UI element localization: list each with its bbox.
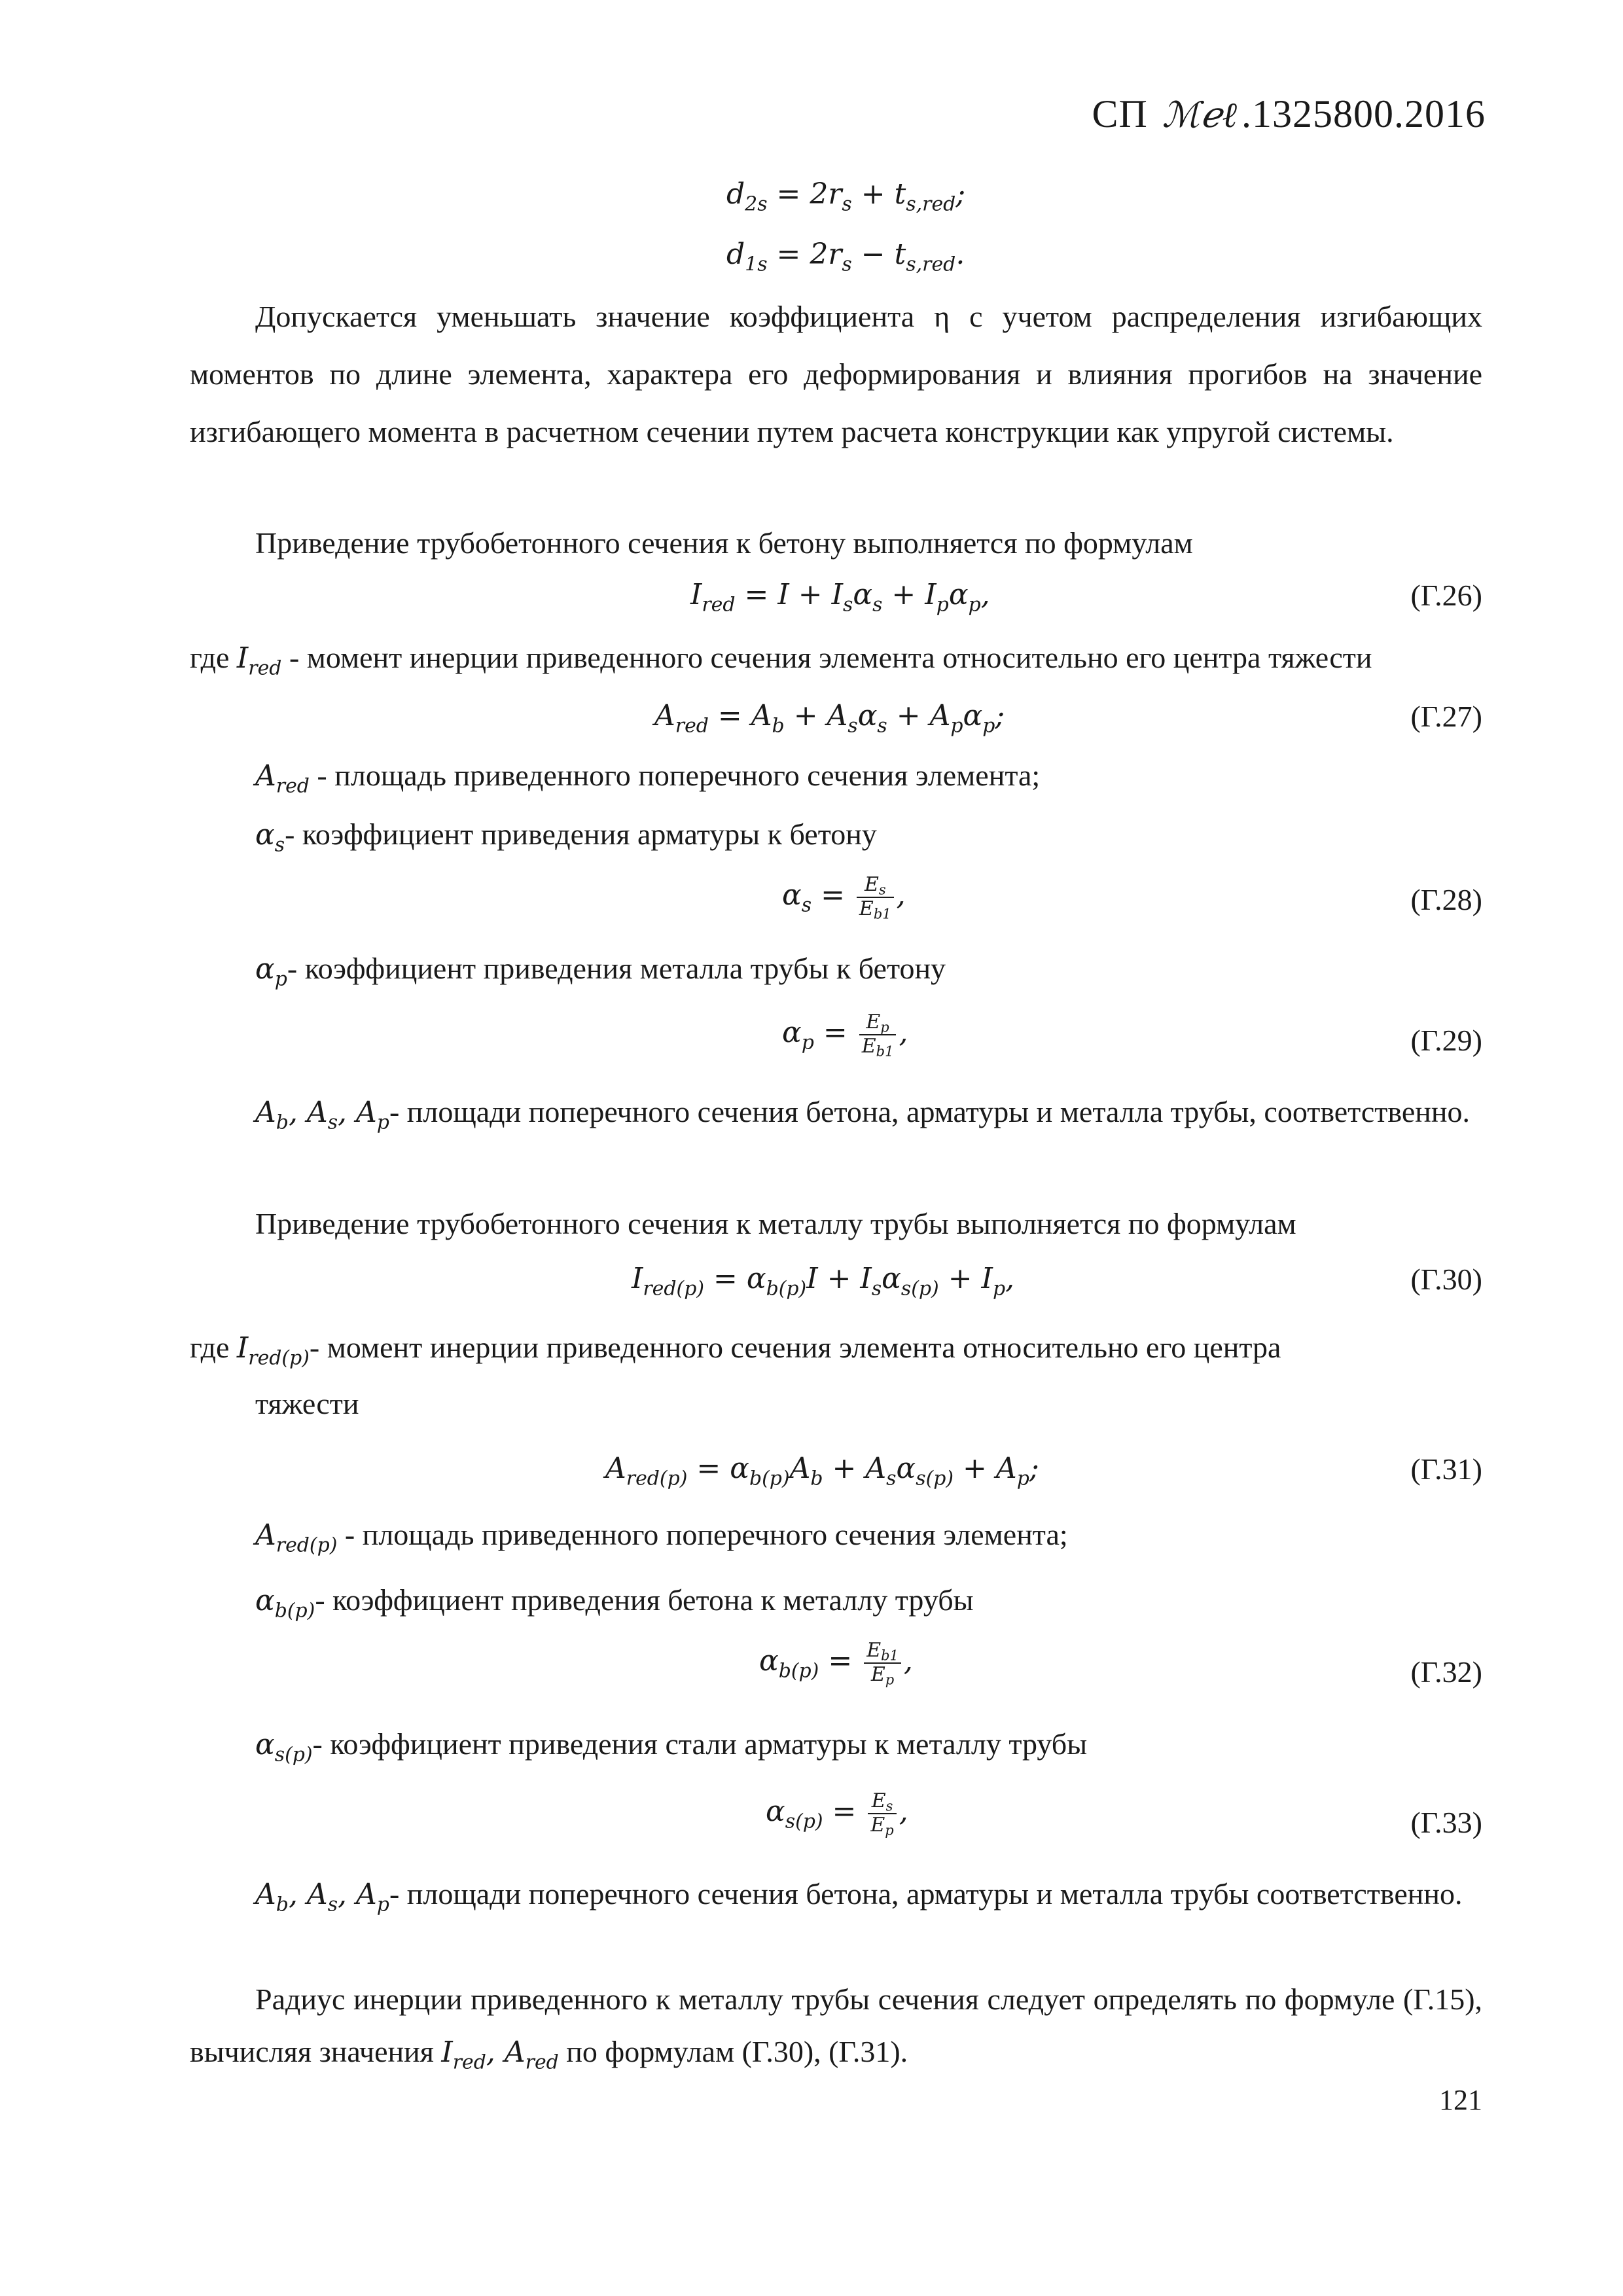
where-i-red-p: где $I_{red(p)}-$ момент инерции приведенного сечения элемента относительно его центра: [190, 1331, 1281, 1370]
areas-description-2: $A_b$, $A_s$, $A_p-$ площади поперечного сечения бетона, арматуры и металла трубы соответственно.: [255, 1877, 1463, 1916]
where-i-red: где $I_{red}$ - момент инерции приведенного сечения элемента относительно его центра тяжести: [190, 641, 1372, 680]
alpha-s-description: $\alpha_s-$ коэффициент приведения арматуры к бетону: [255, 817, 877, 857]
equation-number-g33: (Г.33): [1410, 1806, 1482, 1839]
formula-i-red: $I_{red} = I + I_s\alpha_s + I_p\alpha_p$,: [690, 578, 990, 617]
formula-a-red-p: $A_{red(p)} = \alpha_{b(p)}A_b + A_s\alpha_{s(p)} + A_p$;: [605, 1452, 1039, 1490]
formula-a-red: $A_{red} = A_b + A_s\alpha_s + A_p\alpha_p$;: [654, 699, 1005, 738]
paragraph-metal: Приведение трубобетонного сечения к металлу трубы выполняется по формулам: [255, 1207, 1296, 1240]
where-i-red-p-end: тяжести: [255, 1387, 359, 1420]
formula-d2s: $d_{2s} = 2r_s + t_{s,red}$;: [726, 177, 966, 216]
paragraph-radius: Радиус инерции приведенного к металлу трубы сечения следует определять по формуле (Г.15), вычисляя значения $I_{red}$, $A_{red}$ по формулам (Г.30), (Г.31).: [190, 1982, 1483, 2074]
formula-alpha-bp: $\alpha_{b(p)}$ = $\frac{E_{b1}}{E_p}$ ,: [759, 1639, 913, 1687]
page-header: [1092, 88, 1486, 139]
alpha-sp-description: $\alpha_{s(p)}-$ коэффициент приведения стали арматуры к металлу трубы: [255, 1727, 1088, 1767]
equation-number-g27: (Г.27): [1410, 700, 1482, 733]
formula-alpha-sp: $\alpha_{s(p)}$ = $\frac{E_s}{E_p}$ ,: [766, 1789, 908, 1838]
alpha-p-description: $\alpha_p-$ коэффициент приведения металла трубы к бетону: [255, 952, 946, 991]
equation-number-g32: (Г.32): [1410, 1655, 1482, 1689]
equation-number-g28: (Г.28): [1410, 883, 1482, 916]
equation-number-g31: (Г.31): [1410, 1452, 1482, 1486]
formula-i-red-p: $I_{red(p)} = \alpha_{b(p)}I + I_s\alpha_{s(p)} + I_p$,: [632, 1262, 1015, 1300]
a-red-description: $A_{red}$ - площадь приведенного поперечного сечения элемента;: [255, 759, 1041, 798]
areas-description-1: $A_b$, $A_s$, $A_p-$ площади поперечного сечения бетона, арматуры и металла трубы, соответственно.: [255, 1095, 1470, 1134]
page-number: 121: [1439, 2084, 1482, 2116]
a-red-p-description: $A_{red(p)}$ - площадь приведенного поперечного сечения элемента;: [255, 1518, 1068, 1557]
formula-alpha-p: $\alpha_p$ = $\frac{E_p}{E_{b1}}$ ,: [782, 1011, 908, 1059]
formula-d1s: $d_{1s} = 2r_s - t_{s,red}$.: [726, 238, 965, 276]
equation-number-g26: (Г.26): [1410, 579, 1482, 612]
formula-alpha-s: $\alpha_s$ = $\frac{E_s}{E_{b1}}$ ,: [782, 873, 906, 922]
paragraph-concrete: Приведение трубобетонного сечения к бетону выполняется по формулам: [255, 526, 1193, 560]
alpha-bp-description: $\alpha_{b(p)}-$ коэффициент приведения бетона к металлу трубы: [255, 1583, 974, 1623]
equation-number-g29: (Г.29): [1410, 1024, 1482, 1057]
equation-number-g30: (Г.30): [1410, 1263, 1482, 1296]
header-code: .1325800.2016: [1241, 92, 1486, 135]
paragraph-reduce: Допускается уменьшать значение коэффициента η с учетом распределения изгибающих моментов по длине элемента, характера его деформирования и влияния прогибов на значение изгибающего момента в расчетном сечении путем расчета конструкции как упругой системы.: [190, 300, 1482, 448]
header-prefix: СП: [1092, 92, 1148, 135]
header-signature: ℳℯℓ: [1162, 94, 1238, 135]
